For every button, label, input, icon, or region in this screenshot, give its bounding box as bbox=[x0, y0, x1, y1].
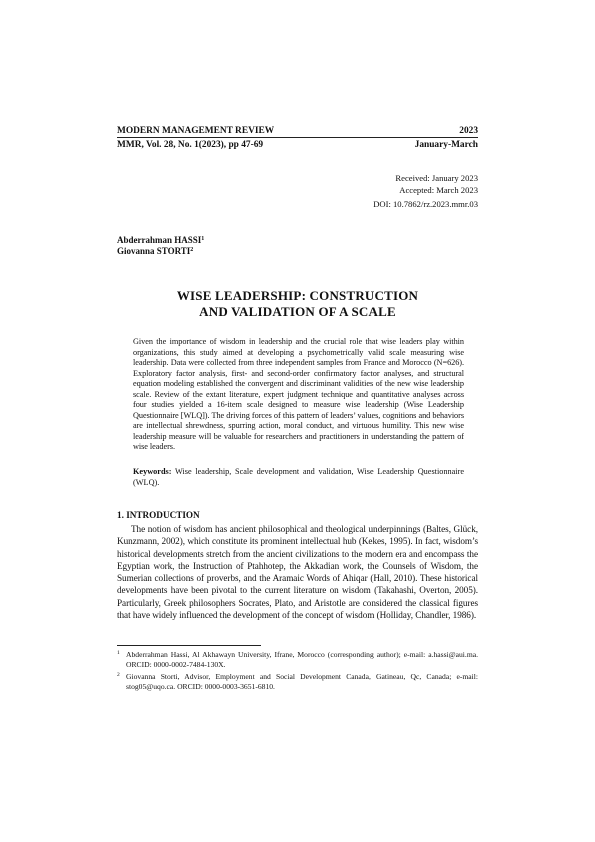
intro-paragraph: The notion of wisdom has ancient philosophical and theological underpinnings (Baltes, Glück, Kunzmann, 2002), which constitute its prominent intellectual hub (Kekes, 1995). In fact, wisdom’s historical developments stretch from the ancient civilizations to the modern era and encompass the Egyptian work, the Instruction of Ptahhotep, the Akkadian work, the Counsels of Wisdom, the Sumerian collections of proverbs, and the Aramaic Words of Ahiqar (Hall, 2010). These historical developments have been pivotal to the current literature on wisdom (Takahashi, Overton, 2005). Particularly, Greek philosophers Socrates, Plato, and Aristotle are considered the classical figures that have widely influenced the development of the concept of wisdom (Holliday, Chandler, 1986). bbox=[117, 524, 478, 620]
footnote-1 bbox=[117, 650, 478, 669]
journal-citation: MMR, Vol. 28, No. 1(2023), pp 47-69 bbox=[117, 140, 264, 150]
footnote-marker: 1 bbox=[201, 236, 205, 242]
footnote-text: Giovanna Storti, Advisor, Employment and Social Development Canada, Gatineau, Qc, Canada; e-mail: stog05@uqo.ca. ORCID: 0000-0003-3651-6810. bbox=[126, 672, 478, 691]
author-name: Giovanna STORTI bbox=[117, 246, 191, 256]
title-line-1: WISE LEADERSHIP: CONSTRUCTION bbox=[176, 288, 419, 303]
footnote-text: Abderrahman Hassi, Al Akhawayn University, Ifrane, Morocco (corresponding author); e-mail: a.hassi@aui.ma. ORCID: 0000-0002-7484-130X. bbox=[126, 650, 478, 669]
keywords-label: Keywords: bbox=[133, 467, 172, 476]
doi: DOI: 10.7862/rz.2023.mmr.03 bbox=[373, 199, 478, 209]
keywords bbox=[133, 467, 464, 488]
footnote-number: 1 bbox=[117, 650, 120, 656]
section-heading: 1. INTRODUCTION bbox=[117, 510, 200, 520]
header-rule bbox=[117, 137, 478, 138]
keywords-text: Wise leadership, Scale development and validation, Wise Leadership Questionnaire (WLQ). bbox=[133, 467, 464, 487]
accepted-date: Accepted: March 2023 bbox=[399, 185, 478, 195]
journal-period: January-March bbox=[414, 140, 478, 150]
author-2 bbox=[117, 246, 193, 256]
footnote-2 bbox=[117, 672, 478, 691]
author-1 bbox=[117, 235, 204, 245]
journal-year: 2023 bbox=[459, 126, 478, 136]
received-date: Received: January 2023 bbox=[395, 173, 478, 183]
footnote-rule bbox=[117, 645, 261, 646]
footnote-marker: 2 bbox=[190, 247, 194, 253]
footnote-number: 2 bbox=[117, 672, 120, 678]
paper-title bbox=[117, 288, 478, 320]
abstract: Given the importance of wisdom in leadership and the crucial role that wise leaders play within organizations, this study aimed at developing a psychometrically valid scale measuring wise leadership. Data were collected from three independent samples from France and Morocco (N=626). Exploratory factor analysis, first- and second-order confirmatory factor analyses, and structural equation modeling established the convergent and discriminant validities of the new wise leadership scale. Review of the extant literature, expert judgment technique and quantitative analyses across four studies yielded a 16-item scale designed to measure wise leadership (Wise Leadership Questionnaire [WLQ]). The driving forces of this pattern of leaders’ values, cognitions and behaviors are intellectual shrewdness, spurring action, moral conduct, and virtuous humility. This new wise leadership measure will be valuable for researchers and practitioners in understanding the pattern of wise leaders. bbox=[133, 337, 464, 452]
author-name: Abderrahman HASSI bbox=[117, 235, 202, 245]
journal-name: MODERN MANAGEMENT REVIEW bbox=[117, 126, 275, 136]
title-line-2: AND VALIDATION OF A SCALE bbox=[199, 304, 396, 319]
